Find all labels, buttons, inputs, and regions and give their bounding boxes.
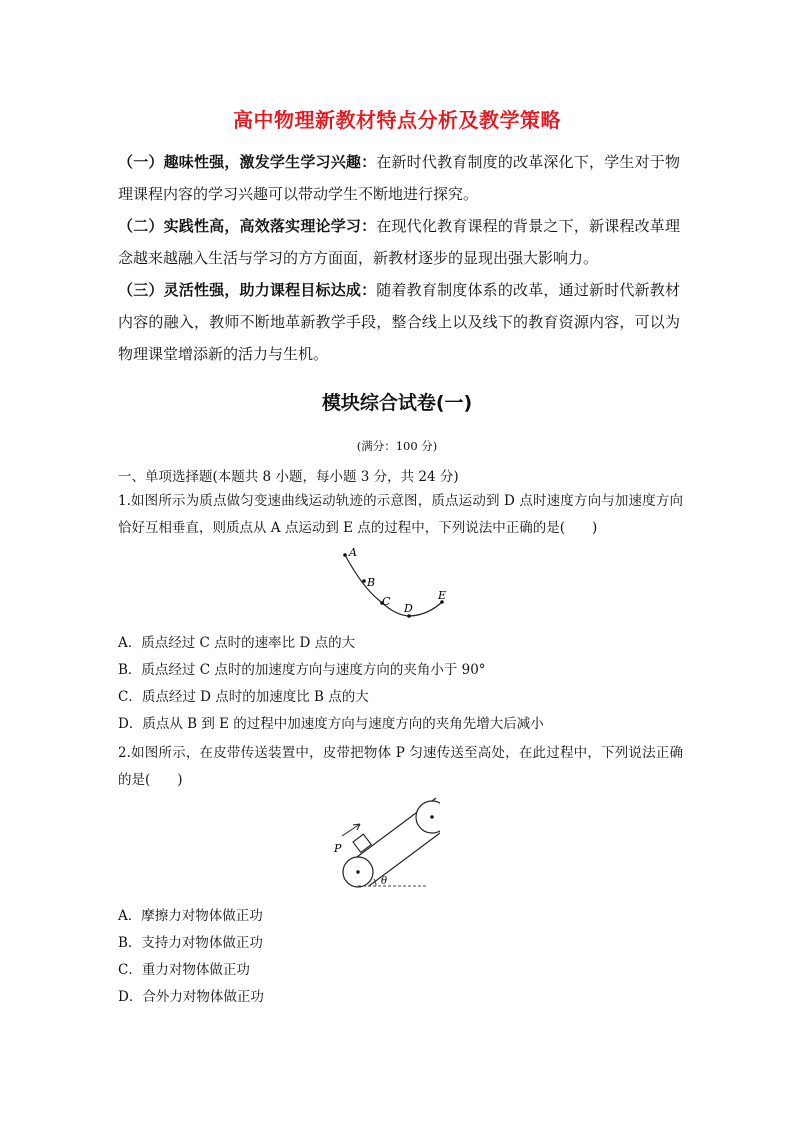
intro-paragraph-3	[118, 274, 680, 370]
intro-heading-3: （三）灵活性强，助力课程目标达成：	[118, 281, 377, 299]
question-2-option-b: B．支持力对物体做正功	[118, 935, 263, 951]
label-e: E	[438, 589, 447, 602]
belt-lower	[369, 827, 440, 886]
question-2-option-d: D．合外力对物体做正功	[118, 989, 264, 1005]
intro-heading-1: （一）趣味性强，激发学生学习兴趣：	[118, 153, 377, 171]
question-1-option-d: D．质点从 B 到 E 的过程中加速度方向与速度方向的夹角先增大后减小	[118, 716, 544, 732]
page-title: 高中物理新教材特点分析及教学策略	[233, 108, 561, 132]
intro-text-1: 在新时代教育制度的改革深化下，学生对于物理课程内容的学习兴趣可以带动学生不断地进行探究。	[118, 153, 680, 203]
intro-paragraph-2	[118, 210, 680, 274]
point-a	[343, 553, 347, 557]
question-2-figure	[330, 795, 440, 895]
label-theta: θ	[381, 876, 388, 887]
exam-score: (满分：100 分)	[356, 439, 438, 453]
question-2-stem: 2.如图所示，在皮带传送装置中，皮带把物体 P 匀速传送至高处，在此过程中，下列说法正确的是( )	[118, 745, 683, 788]
question-1-option-a: A．质点经过 C 点时的速率比 D 点的大	[118, 635, 356, 651]
point-b	[362, 579, 366, 583]
intro-heading-2: （二）实践性高，高效落实理论学习：	[118, 217, 377, 235]
intro-paragraph-1	[118, 146, 680, 210]
question-1-figure	[330, 544, 460, 622]
label-p: P	[334, 842, 342, 855]
label-c: C	[382, 595, 391, 608]
label-a: A	[349, 546, 357, 559]
label-b: B	[367, 576, 376, 589]
trajectory-curve	[345, 555, 442, 616]
object-p	[353, 834, 371, 852]
label-d: D	[404, 602, 413, 615]
question-2-option-a: A．摩擦力对物体做正功	[118, 908, 263, 924]
question-1-option-b: B．质点经过 C 点时的加速度方向与速度方向的夹角小于 90°	[118, 662, 486, 678]
section-heading: 一、单项选择题(本题共 8 小题，每小题 3 分，共 24 分)	[118, 469, 459, 485]
upper-pulley	[416, 801, 440, 833]
question-2-option-c: C．重力对物体做正功	[118, 962, 250, 978]
intro-text-3: 随着教育制度体系的改革，通过新时代新教材内容的融入，教师不断地革新教学手段，整合线上以及线下的教育资源内容，可以为物理课堂增添新的活力与生机。	[118, 281, 680, 363]
exam-title: 模块综合试卷(一)	[321, 392, 473, 414]
question-1-option-c: C．质点经过 D 点时的加速度比 B 点的大	[118, 689, 369, 705]
question-1-stem: 1.如图所示为质点做匀变速曲线运动轨迹的示意图，质点运动到 D 点时速度方向与加速度方向恰好互相垂直，则质点从 A 点运动到 E 点的过程中，下列说法中正确的是( )	[118, 493, 683, 536]
intro-text-2: 在现代化教育课程的背景之下，新课程改革理念越来越融入生活与学习的方方面面，新教材逐步的显现出强大影响力。	[118, 217, 680, 267]
upper-pulley-axle	[430, 815, 433, 818]
lower-pulley-axle	[356, 870, 359, 873]
